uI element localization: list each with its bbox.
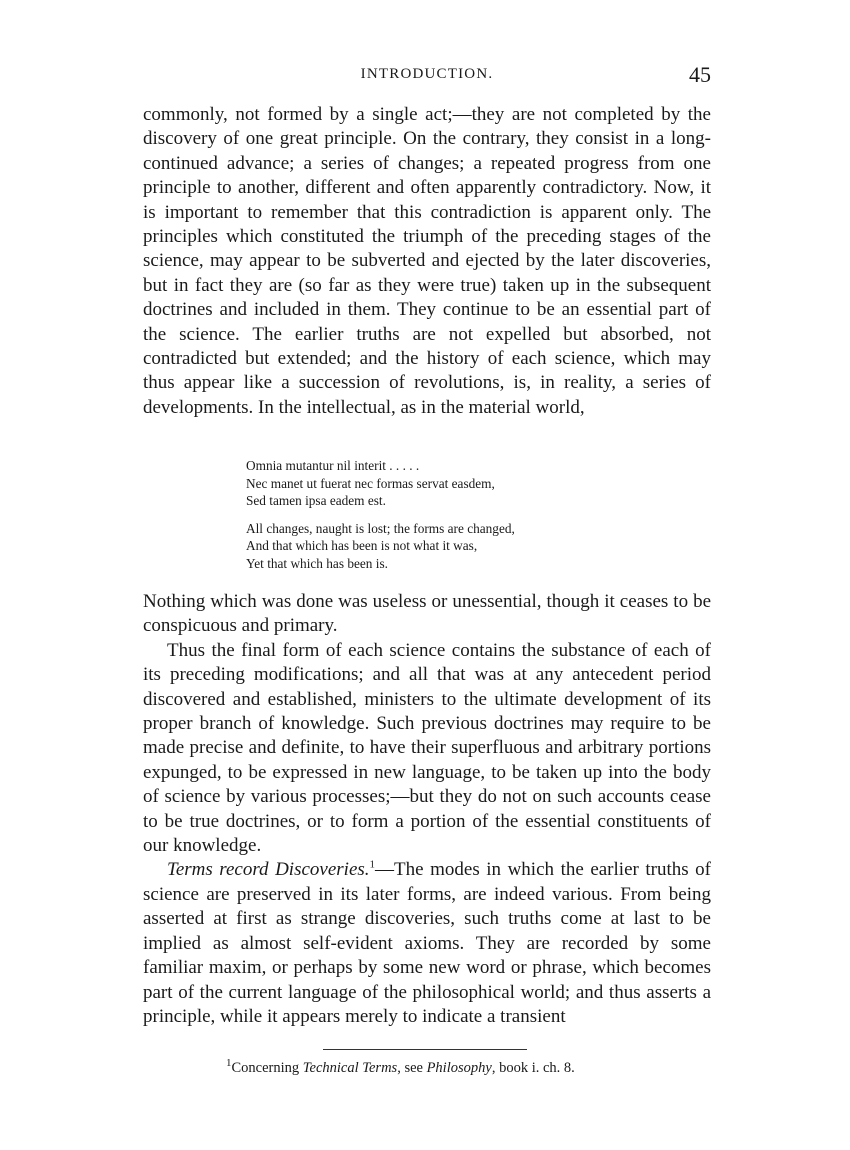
block-quote — [246, 457, 586, 582]
quote-english-line: Yet that which has been is. — [246, 555, 388, 571]
footnote-reference[interactable]: 1 — [369, 859, 376, 872]
running-title: INTRODUCTION. — [360, 66, 494, 82]
footnote-term: Technical Terms — [302, 1060, 398, 1076]
quote-latin-line: Omnia mutantur nil interit . . . . . — [246, 458, 420, 473]
paragraph-final-form: Thus the final form of each science contains the substance of each of its preceding modifications; and all that was at any antecedent period discovered and established, ministers to the ultimate development of its proper branch of knowledge. Such previous doctrines may require to be made precise and definite, to have their superfluous and arbitrary portions expunged, to be expressed in new language, to be taken up into the body of science by various processes;—but they do not on such accounts cease to be true doctrines, or to form a portion of the essential constituents of our knowledge. — [143, 639, 711, 857]
quote-english — [246, 520, 586, 573]
footnote-work: Philosophy — [426, 1060, 492, 1076]
paragraph-continued: commonly, not formed by a single act;—they are not completed by the discovery of one great principle. On the contrary, they consist in a long-continued advance; a series of changes; a repeated progress from one principle to another, different and often apparently contradictory. Now, it is important to remember that this contradiction is apparent only. The principles which constituted the triumph of the preceding stages of the science, may appear to be subverted and ejected by the later discoveries, but in fact they are (so far as they were true) taken up in the subsequent doctrines and included in them. They continue to be an essential part of the science. The earlier truths are not expelled but absorbed, not contradicted but extended; and the history of each science, which may thus appear like a succession of revolutions, is, in reality, a series of developments. In the intellectual, as in the material world, — [143, 104, 711, 418]
running-head — [143, 62, 711, 92]
quote-english-line: All changes, naught is lost; the forms are changed, — [246, 520, 515, 536]
quote-latin-line: Sed tamen ipsa eadem est. — [246, 493, 386, 508]
footnote-middle: , see — [397, 1060, 427, 1076]
quote-english-line: And that which has been is not what it was, — [246, 538, 478, 553]
inline-heading: Terms record Discoveries. — [167, 859, 370, 881]
paragraph-text: —The modes in which the earlier truths of science are preserved in its later forms, are indeed various. From being asserted at first as strange discoveries, such truths come at last to be implied as almost self-evident axioms. They are recorded by some familiar maxim, or perhaps by some new word or phrase, which becomes part of the current language of the philosophical world; and thus asserts a principle, while it appears merely to indicate a transient — [143, 859, 712, 1027]
footnote-marker: 1 — [226, 1057, 232, 1070]
footnote-rule — [323, 1049, 527, 1050]
paragraph-nothing: Nothing which was done was useless or unessential, though it ceases to be conspicuous and primary. — [143, 591, 711, 637]
page-number: 45 — [689, 62, 711, 87]
footnote-suffix: , book i. ch. 8. — [491, 1060, 575, 1076]
footnote-prefix: Concerning — [231, 1060, 303, 1076]
body-text-upper — [143, 103, 711, 420]
footnote — [226, 1059, 656, 1077]
quote-latin-line: Nec manet ut fuerat nec formas servat easdem, — [246, 475, 495, 491]
quote-latin — [246, 457, 586, 510]
paragraph-terms-record — [143, 858, 711, 1029]
body-text-lower — [143, 590, 711, 1029]
